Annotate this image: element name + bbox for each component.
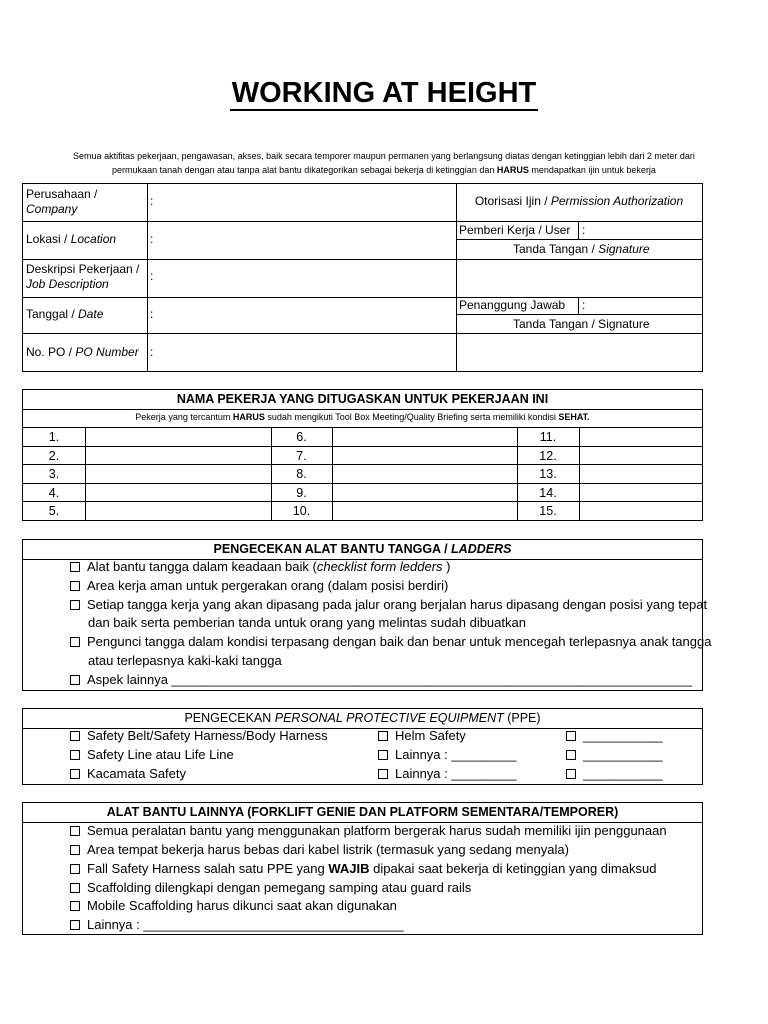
ppe-checkbox-7[interactable]	[566, 731, 576, 741]
worker-num-9: 9.	[296, 486, 307, 500]
tools-checkbox-3[interactable]	[70, 864, 80, 874]
workers-note: Pekerja yang tercantum HARUS sudah mengikuti Tool Box Meeting/Quality Briefing serta memiliki kondisi SEHAT.	[135, 412, 590, 422]
ladders-item-4-line-2: atau terlepasnya kaki-kaki tangga	[88, 653, 282, 668]
ppe-checkbox-1[interactable]	[70, 731, 80, 741]
ladders-item-4[interactable]: Pengunci tangga dalam kondisi terpasang dengan baik dan benar untuk mencegah terlepasnya anak tangga	[70, 633, 711, 651]
ladders-checkbox-1[interactable]	[70, 562, 80, 572]
ppe-blank-2[interactable]: ___________	[566, 746, 663, 764]
tools-checkbox-4[interactable]	[70, 883, 80, 893]
ppe-checkbox-4[interactable]	[378, 731, 388, 741]
worker-num-5: 5.	[48, 504, 60, 518]
ppe-helmet[interactable]: Helm Safety	[378, 727, 466, 745]
po-number-field[interactable]: :	[150, 345, 154, 359]
ppe-blank-3[interactable]: ___________	[566, 765, 663, 783]
worker-num-10: 10.	[292, 504, 311, 518]
ppe-section	[22, 708, 703, 785]
worker-num-13: 13.	[539, 467, 557, 481]
ppe-checkbox-8[interactable]	[566, 750, 576, 760]
tools-item-2[interactable]: Area tempat bekerja harus bebas dari kabel listrik (termasuk yang sedang menyala)	[70, 841, 569, 859]
ladders-item-2[interactable]: Area kerja aman untuk pergerakan orang (dalam posisi berdiri)	[70, 577, 448, 595]
worker-num-1: 1.	[48, 430, 60, 444]
ladders-item-3[interactable]: Setiap tangga kerja yang akan dipasang pada jalur orang berjalan harus dipasang dengan posisi yang tepat	[70, 596, 707, 614]
responsible-field[interactable]: :	[582, 298, 586, 312]
intro-text	[30, 149, 738, 177]
ladders-item-1[interactable]: Alat bantu tangga dalam keadaan baik (checklist form ledders )	[70, 558, 451, 576]
ppe-other-1[interactable]: Lainnya : _________	[378, 746, 516, 764]
tools-item-3[interactable]: Fall Safety Harness salah satu PPE yang WAJIB dipakai saat bekerja di ketinggian yang dimaksud	[70, 860, 656, 878]
header-form-table	[22, 183, 703, 372]
ladders-checkbox-2[interactable]	[70, 581, 80, 591]
tools-checkbox-6[interactable]	[70, 920, 80, 930]
worker-num-8: 8.	[296, 467, 307, 481]
tools-item-4[interactable]: Scaffolding dilengkapi dengan pemegang samping atau guard rails	[70, 879, 471, 897]
location-label: Lokasi / Location	[26, 232, 117, 246]
permission-authorization-label: Otorisasi Ijin / Permission Authorization	[474, 194, 684, 208]
ppe-safety-belt[interactable]: Safety Belt/Safety Harness/Body Harness	[70, 727, 328, 745]
ladders-heading: PENGECEKAN ALAT BANTU TANGGA / LADDERS	[213, 542, 512, 556]
worker-num-7: 7.	[296, 449, 307, 463]
job-description-label: Deskripsi Pekerjaan / Job Description	[26, 262, 140, 291]
tools-checkbox-5[interactable]	[70, 901, 80, 911]
intro-line-1: Semua aktifitas pekerjaan, pengawasan, akses, baik secara temporer maupun permanen yang berlangsung diatas dengan ketinggian lebih dari 2 meter dari	[73, 151, 695, 161]
ppe-heading: PENGECEKAN PERSONAL PROTECTIVE EQUIPMENT (PPE)	[184, 711, 541, 725]
tools-item-1[interactable]: Semua peralatan bantu yang menggunakan platform bergerak harus sudah memiliki ijin penggunaan	[70, 822, 667, 840]
ppe-checkbox-6[interactable]	[378, 769, 388, 779]
ppe-checkbox-9[interactable]	[566, 769, 576, 779]
ppe-safety-glasses[interactable]: Kacamata Safety	[70, 765, 186, 783]
po-number-label: No. PO / PO Number	[26, 345, 139, 359]
ppe-safety-line[interactable]: Safety Line atau Life Line	[70, 746, 234, 764]
tools-item-6[interactable]: Lainnya : ____________________________________	[70, 916, 404, 934]
work-giver-field[interactable]: :	[582, 223, 586, 237]
ppe-checkbox-5[interactable]	[378, 750, 388, 760]
signature-label-1: Tanda Tangan / Signature	[513, 242, 650, 256]
worker-num-2: 2.	[48, 449, 60, 463]
worker-num-3: 3.	[48, 467, 60, 481]
work-giver-label: Pemberi Kerja / User	[459, 223, 571, 237]
workers-heading: NAMA PEKERJA YANG DITUGASKAN UNTUK PEKERJAAN INI	[176, 392, 549, 406]
worker-num-15: 15.	[539, 504, 557, 518]
ppe-other-2[interactable]: Lainnya : _________	[378, 765, 516, 783]
company-label: Perusahaan / Company	[26, 187, 98, 216]
ladders-section	[22, 539, 712, 691]
date-field[interactable]: :	[150, 307, 154, 321]
worker-num-4: 4.	[48, 486, 60, 500]
other-tools-section	[22, 802, 703, 935]
ladders-checkbox-4[interactable]	[70, 637, 80, 647]
page-title: WORKING AT HEIGHT	[231, 77, 537, 109]
intro-line-2: permukaan tanah dengan atau tanpa alat bantu dikategorikan sebagai bekerja di ketinggian dan HARUS mendapatkan ijin untuk bekerja	[112, 165, 656, 175]
tools-item-5[interactable]: Mobile Scaffolding harus dikunci saat akan digunakan	[70, 897, 397, 915]
company-field[interactable]: :	[150, 194, 154, 208]
responsible-label: Penanggung Jawab	[459, 298, 566, 312]
job-description-field[interactable]: :	[150, 269, 154, 283]
other-tools-heading: ALAT BANTU LAINNYA (FORKLIFT GENIE DAN PLATFORM SEMENTARA/TEMPORER)	[106, 805, 619, 819]
signature-label-2: Tanda Tangan / Signature	[513, 317, 650, 331]
workers-table	[22, 389, 703, 521]
worker-num-12: 12.	[539, 449, 557, 463]
worker-num-6: 6.	[296, 430, 307, 444]
tools-checkbox-2[interactable]	[70, 845, 80, 855]
ladders-item-5[interactable]: Aspek lainnya ________________________________________________________________________	[70, 671, 692, 689]
tools-checkbox-1[interactable]	[70, 826, 80, 836]
date-label: Tanggal / Date	[26, 307, 104, 321]
location-field[interactable]: :	[150, 232, 154, 246]
ppe-checkbox-2[interactable]	[70, 750, 80, 760]
ladders-checkbox-5[interactable]	[70, 675, 80, 685]
ladders-item-3-line-2: dan baik serta pemberian tanda untuk orang yang melintas sudah dibuatkan	[88, 615, 526, 630]
ladders-checkbox-3[interactable]	[70, 600, 80, 610]
worker-num-14: 14.	[539, 486, 557, 500]
worker-num-11: 11.	[539, 430, 557, 444]
ppe-blank-1[interactable]: ___________	[566, 727, 663, 745]
ppe-checkbox-3[interactable]	[70, 769, 80, 779]
